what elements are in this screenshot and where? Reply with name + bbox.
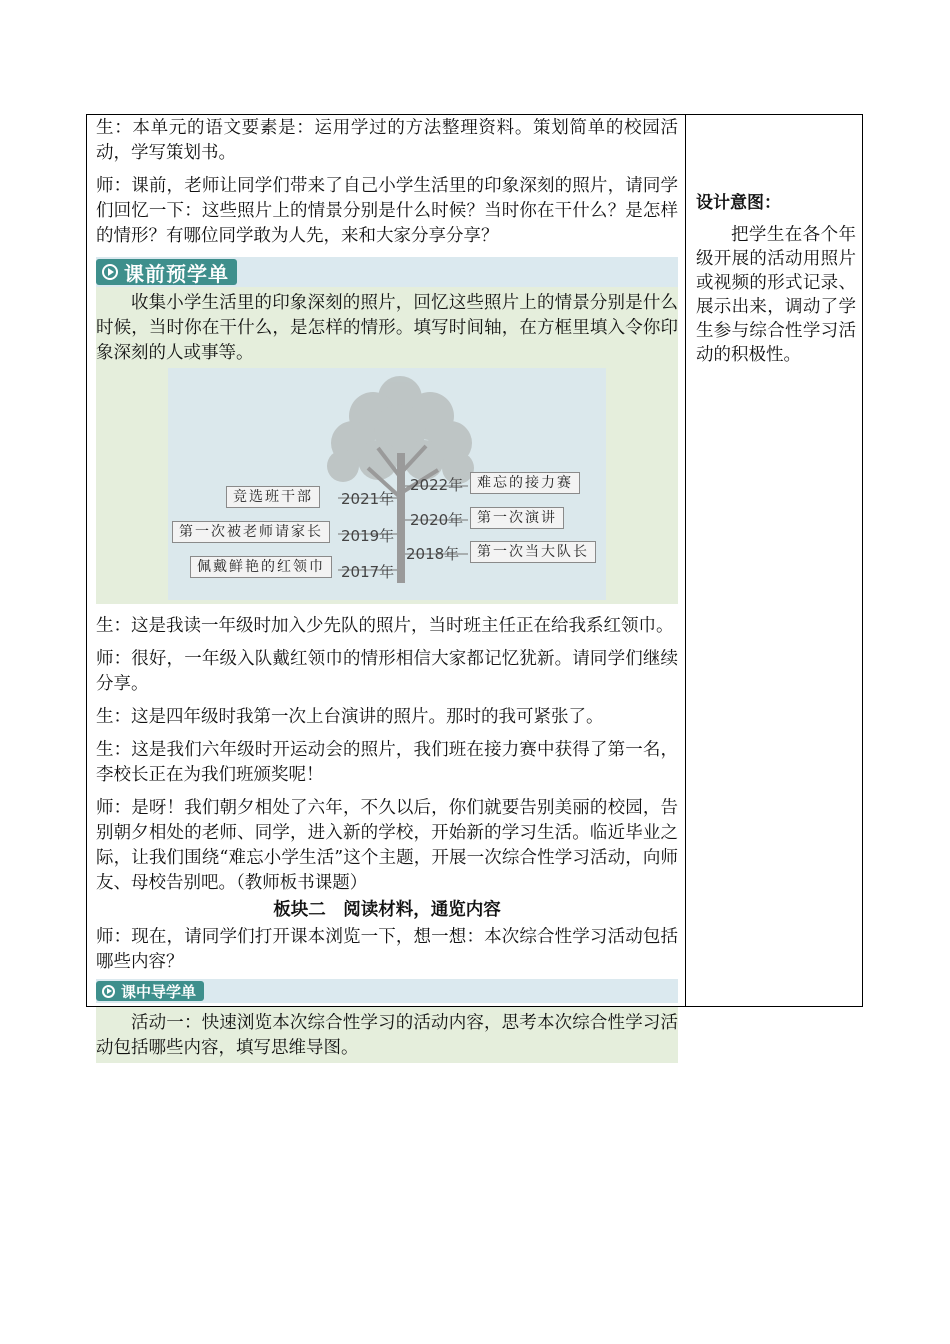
student-paragraph: 生：本单元的语文要素是：运用学过的方法整理资料。策划简单的校园活动，学写策划书。 bbox=[96, 118, 678, 163]
timeline-event-2019: 第一次被老师请家长 bbox=[172, 521, 330, 543]
teacher-paragraph: 师：是呀！我们朝夕相处了六年，不久以后，你们就要告别美丽的校园，告别朝夕相处的老师、同学，进入新的学校，开始新的学习生活。临近毕业之际，让我们围绕“难忘小学生活”这个主题，开展一次综合性学习活动，向师友、母校告别吧。（教师板书课题） bbox=[96, 798, 678, 893]
pre-study-title: 课前预学单 bbox=[124, 261, 229, 286]
timeline-event-2017: 佩戴鲜艳的红领巾 bbox=[190, 556, 332, 578]
student-paragraph: 生：这是我读一年级时加入少先队的照片，当时班主任正在给我系红领巾。 bbox=[96, 616, 674, 636]
timeline-year-2019: 2019年 bbox=[341, 527, 395, 545]
timeline-event-2022: 难忘的接力赛 bbox=[470, 472, 580, 494]
timeline-tree-image bbox=[168, 368, 606, 600]
timeline-event-2020: 第一次演讲 bbox=[470, 507, 564, 529]
timeline-year-2020: 2020年 bbox=[410, 511, 464, 529]
in-class-title: 课中导学单 bbox=[121, 982, 197, 1001]
student-paragraph: 生：这是四年级时我第一次上台演讲的照片。那时的我可紧张了。 bbox=[96, 707, 604, 727]
play-icon bbox=[102, 264, 118, 280]
teacher-paragraph: 师：课前，老师让同学们带来了自己小学生活里的印象深刻的照片，请同学们回忆一下：这些照片上的情景分别是什么时候？当时你在干什么？是怎样的情形？有哪位同学敢为人先，来和大家分享分享？ bbox=[96, 176, 678, 246]
timeline-year-2022: 2022年 bbox=[410, 476, 464, 494]
lesson-content-column bbox=[96, 116, 678, 1063]
teacher-paragraph: 师：很好，一年级入队戴红领巾的情形相信大家都记忆犹新。请同学们继续分享。 bbox=[96, 649, 678, 694]
section-heading: 板块二 阅读材料，通览内容 bbox=[273, 900, 501, 920]
student-paragraph: 生：这是我们六年级时开运动会的照片，我们班在接力赛中获得了第一名，李校长正在为我们班颁奖呢！ bbox=[96, 740, 678, 785]
in-class-pill bbox=[96, 981, 204, 1001]
timeline-event-2021: 竞选班干部 bbox=[226, 486, 320, 508]
pre-study-pill bbox=[96, 259, 237, 285]
design-intent-column bbox=[696, 188, 856, 367]
in-class-task-box bbox=[96, 1007, 678, 1063]
pre-study-task-box bbox=[96, 287, 678, 368]
in-class-task-text: 活动一：快速浏览本次综合性学习的活动内容，思考本次综合性学习活动包括哪些内容，填写思维导图。 bbox=[96, 1013, 678, 1058]
teacher-paragraph: 师：现在，请同学们打开课本浏览一下，想一想：本次综合性学习活动包括哪些内容？ bbox=[96, 927, 678, 972]
pre-study-task-text: 收集小学生活里的印象深刻的照片，回忆这些照片上的情景分别是什么时候，当时你在干什么，是怎样的情形。填写时间轴，在方框里填入令你印象深刻的人或事等。 bbox=[96, 293, 678, 363]
timeline-year-2018: 2018年 bbox=[406, 545, 460, 563]
pre-study-banner bbox=[96, 257, 678, 287]
column-divider bbox=[685, 114, 686, 1007]
design-intent-text: 把学生在各个年级开展的活动用照片或视频的形式记录、展示出来，调动了学生参与综合性学习活动的积极性。 bbox=[696, 225, 856, 365]
in-class-banner bbox=[96, 979, 678, 1003]
timeline-figure bbox=[96, 368, 678, 604]
timeline-year-2017: 2017年 bbox=[341, 563, 395, 581]
timeline-year-2021: 2021年 bbox=[341, 490, 395, 508]
timeline-event-2018: 第一次当大队长 bbox=[470, 541, 596, 563]
play-icon bbox=[102, 985, 115, 998]
design-intent-title: 设计意图： bbox=[696, 193, 781, 213]
